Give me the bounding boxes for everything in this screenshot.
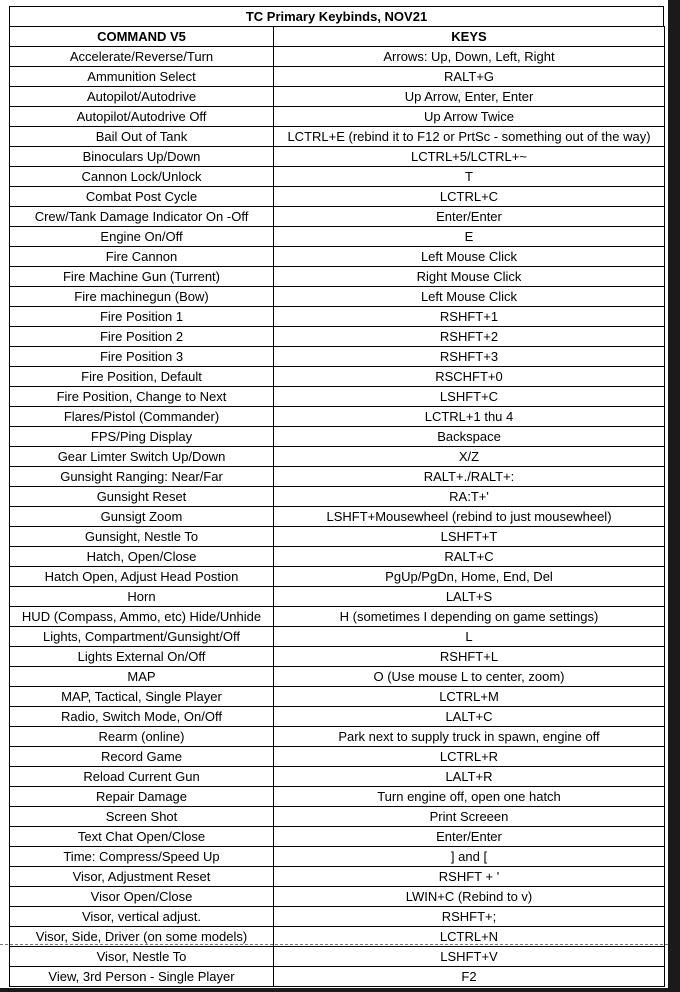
keybind-rows (10, 47, 665, 987)
keys-cell: RALT+G (274, 67, 665, 87)
command-cell: Fire Machine Gun (Turrent) (10, 267, 274, 287)
keys-cell: Left Mouse Click (274, 247, 665, 267)
command-cell: Fire Position 1 (10, 307, 274, 327)
table-row (10, 407, 665, 427)
table-row (10, 747, 665, 767)
command-cell: Autopilot/Autodrive Off (10, 107, 274, 127)
keys-cell: Up Arrow, Enter, Enter (274, 87, 665, 107)
command-cell: Fire Cannon (10, 247, 274, 267)
table-row (10, 167, 665, 187)
keys-cell: LSHFT+C (274, 387, 665, 407)
table-row (10, 807, 665, 827)
keys-cell: O (Use mouse L to center, zoom) (274, 667, 665, 687)
table-row (10, 307, 665, 327)
keys-cell: RSCHFT+0 (274, 367, 665, 387)
command-cell: Time: Compress/Speed Up (10, 847, 274, 867)
table-row (10, 907, 665, 927)
command-cell: Bail Out of Tank (10, 127, 274, 147)
keys-cell: Backspace (274, 427, 665, 447)
keys-cell: Left Mouse Click (274, 287, 665, 307)
command-cell: Fire Position, Default (10, 367, 274, 387)
keys-cell: PgUp/PgDn, Home, End, Del (274, 567, 665, 587)
keys-cell: LALT+C (274, 707, 665, 727)
command-cell: Lights External On/Off (10, 647, 274, 667)
keys-cell: LCTRL+5/LCTRL+~ (274, 147, 665, 167)
table-row (10, 107, 665, 127)
keys-cell: RALT+./RALT+: (274, 467, 665, 487)
command-cell: Text Chat Open/Close (10, 827, 274, 847)
window-frame-bottom (0, 988, 680, 992)
header-command: COMMAND V5 (10, 27, 274, 47)
table-row (10, 367, 665, 387)
command-cell: View, 3rd Person - Single Player (10, 967, 274, 987)
table-row (10, 87, 665, 107)
table-row (10, 927, 665, 947)
table-row (10, 487, 665, 507)
keys-cell: Arrows: Up, Down, Left, Right (274, 47, 665, 67)
command-cell: Fire machinegun (Bow) (10, 287, 274, 307)
keys-cell: Enter/Enter (274, 827, 665, 847)
command-cell: Lights, Compartment/Gunsight/Off (10, 627, 274, 647)
keys-cell: LALT+R (274, 767, 665, 787)
table-row (10, 667, 665, 687)
keys-cell: Turn engine off, open one hatch (274, 787, 665, 807)
command-cell: Rearm (online) (10, 727, 274, 747)
table-row (10, 607, 665, 627)
keys-cell: Print Screeen (274, 807, 665, 827)
keys-cell: Enter/Enter (274, 207, 665, 227)
table-row (10, 967, 665, 987)
command-cell: Fire Position, Change to Next (10, 387, 274, 407)
command-cell: Gear Limter Switch Up/Down (10, 447, 274, 467)
command-cell: Engine On/Off (10, 227, 274, 247)
keys-cell: LALT+S (274, 587, 665, 607)
table-row (10, 827, 665, 847)
table-row (10, 247, 665, 267)
command-cell: Accelerate/Reverse/Turn (10, 47, 274, 67)
table-row (10, 347, 665, 367)
command-cell: Binoculars Up/Down (10, 147, 274, 167)
keys-cell: L (274, 627, 665, 647)
table-row (10, 947, 665, 967)
command-cell: Fire Position 3 (10, 347, 274, 367)
table-row (10, 187, 665, 207)
keys-cell: Park next to supply truck in spawn, engine off (274, 727, 665, 747)
table-row (10, 527, 665, 547)
keys-cell: X/Z (274, 447, 665, 467)
table-row (10, 587, 665, 607)
table-row (10, 147, 665, 167)
command-cell: Hatch Open, Adjust Head Postion (10, 567, 274, 587)
keys-cell: RSHFT + ' (274, 867, 665, 887)
table-row (10, 427, 665, 447)
command-cell: Visor Open/Close (10, 887, 274, 907)
keys-cell: LSHFT+T (274, 527, 665, 547)
command-cell: Record Game (10, 747, 274, 767)
table-row (10, 47, 665, 67)
command-cell: Radio, Switch Mode, On/Off (10, 707, 274, 727)
command-cell: Hatch, Open/Close (10, 547, 274, 567)
command-cell: Visor, Nestle To (10, 947, 274, 967)
command-cell: Crew/Tank Damage Indicator On -Off (10, 207, 274, 227)
table-row (10, 847, 665, 867)
sheet-title: TC Primary Keybinds, NOV21 (9, 6, 664, 26)
command-cell: Screen Shot (10, 807, 274, 827)
keys-cell: RSHFT+1 (274, 307, 665, 327)
command-cell: Repair Damage (10, 787, 274, 807)
keys-cell: H (sometimes I depending on game settings) (274, 607, 665, 627)
table-row (10, 647, 665, 667)
table-row (10, 727, 665, 747)
keys-cell: T (274, 167, 665, 187)
command-cell: Visor, Side, Driver (on some models) (10, 927, 274, 947)
command-cell: Visor, Adjustment Reset (10, 867, 274, 887)
command-cell: Gunsight Ranging: Near/Far (10, 467, 274, 487)
command-cell: Gunsight, Nestle To (10, 527, 274, 547)
command-cell: Gunsight Reset (10, 487, 274, 507)
keys-cell: E (274, 227, 665, 247)
command-cell: Fire Position 2 (10, 327, 274, 347)
table-row (10, 447, 665, 467)
keybind-sheet (9, 6, 664, 987)
keys-cell: LCTRL+M (274, 687, 665, 707)
keys-cell: RSHFT+L (274, 647, 665, 667)
keys-cell: LWIN+C (Rebind to v) (274, 887, 665, 907)
keys-cell: LCTRL+R (274, 747, 665, 767)
keys-cell: RA:T+' (274, 487, 665, 507)
table-row (10, 127, 665, 147)
table-row (10, 327, 665, 347)
table-row (10, 707, 665, 727)
keys-cell: LCTRL+E (rebind it to F12 or PrtSc - something out of the way) (274, 127, 665, 147)
keys-cell: RSHFT+2 (274, 327, 665, 347)
keys-cell: LCTRL+N (274, 927, 665, 947)
command-cell: MAP (10, 667, 274, 687)
table-row (10, 767, 665, 787)
command-cell: Autopilot/Autodrive (10, 87, 274, 107)
table-row (10, 67, 665, 87)
table-row (10, 687, 665, 707)
command-cell: Cannon Lock/Unlock (10, 167, 274, 187)
table-row (10, 267, 665, 287)
table-row (10, 887, 665, 907)
keys-cell: Up Arrow Twice (274, 107, 665, 127)
keybind-table (9, 26, 665, 987)
keys-cell: RSHFT+; (274, 907, 665, 927)
table-row (10, 547, 665, 567)
keys-cell: RALT+C (274, 547, 665, 567)
command-cell: Combat Post Cycle (10, 187, 274, 207)
keys-cell: F2 (274, 967, 665, 987)
command-cell: Reload Current Gun (10, 767, 274, 787)
keys-cell: LCTRL+C (274, 187, 665, 207)
table-row (10, 567, 665, 587)
command-cell: Visor, vertical adjust. (10, 907, 274, 927)
table-row (10, 207, 665, 227)
table-row (10, 387, 665, 407)
table-row (10, 287, 665, 307)
keys-cell: LCTRL+1 thu 4 (274, 407, 665, 427)
keys-cell: Right Mouse Click (274, 267, 665, 287)
command-cell: Ammunition Select (10, 67, 274, 87)
command-cell: HUD (Compass, Ammo, etc) Hide/Unhide (10, 607, 274, 627)
table-row (10, 867, 665, 887)
table-row (10, 227, 665, 247)
table-row (10, 787, 665, 807)
keys-cell: LSHFT+V (274, 947, 665, 967)
command-cell: Horn (10, 587, 274, 607)
command-cell: Flares/Pistol (Commander) (10, 407, 274, 427)
keys-cell: LSHFT+Mousewheel (rebind to just mousewheel) (274, 507, 665, 527)
header-keys: KEYS (274, 27, 665, 47)
table-row (10, 507, 665, 527)
keys-cell: RSHFT+3 (274, 347, 665, 367)
header-row (10, 27, 665, 47)
command-cell: FPS/Ping Display (10, 427, 274, 447)
keys-cell: ] and [ (274, 847, 665, 867)
table-row (10, 467, 665, 487)
window-frame-right (668, 0, 680, 992)
table-row (10, 627, 665, 647)
command-cell: Gunsigt Zoom (10, 507, 274, 527)
command-cell: MAP, Tactical, Single Player (10, 687, 274, 707)
